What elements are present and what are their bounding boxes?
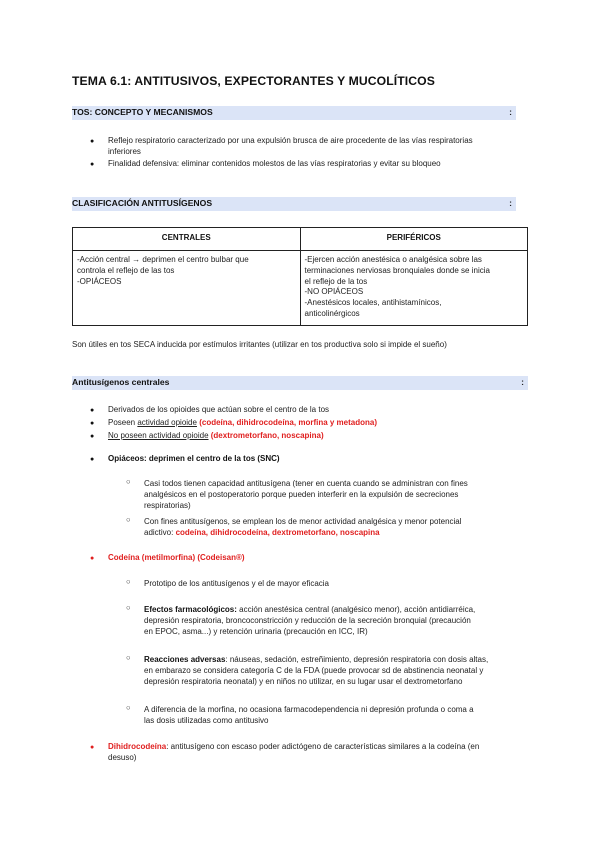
item-line (144, 604, 475, 615)
item-line: las dosis utilizadas como antitusivo (144, 716, 269, 725)
item-line: depresión respiratoria neonatal) y en niños no utilizar, en su lugar usar el dextrometorfano (144, 677, 463, 686)
list-item (144, 604, 475, 637)
cell-line: controla el reflejo de las tos (77, 265, 175, 275)
cell-line: terminaciones nerviosas bronquiales donde se inicia (304, 265, 490, 275)
item-line: respiratorias) (144, 501, 191, 510)
drug-name-red: Dihidrocodeína (108, 742, 167, 751)
circle-bullet-icon: ○ (126, 577, 131, 586)
list-item-continuation: inferiores (108, 147, 141, 156)
bullet-icon: ● (90, 138, 95, 145)
text-run: : náuseas, sedación, estreñimiento, depresión respiratoria con dosis altas, (225, 655, 489, 664)
list-item: Finalidad defensiva: eliminar contenidos molestos de las vías respiratorias y evitar su bloqueo (108, 159, 441, 168)
table-cell-perifericos (300, 251, 528, 326)
page-title: TEMA 6.1: ANTITUSIVOS, EXPECTORANTES Y MUCOLÍTICOS (72, 74, 435, 88)
drug-list-red: (dextrometorfano, noscapina) (210, 431, 324, 440)
text-run: acción anestésica central (analgésico menor), acción antidiarréica, (236, 605, 476, 614)
cell-line: -Anestésicos locales, antihistamínicos, (304, 298, 442, 308)
circle-bullet-icon: ○ (126, 603, 131, 612)
bullet-icon: ● (90, 456, 95, 463)
item-line: Con fines antitusígenos, se emplean los de menor actividad analgésica y menor potencial (144, 517, 462, 526)
table-note: Son útiles en tos SECA inducida por estímulos irritantes (utilizar en tos productiva solo si impide el sueño) (72, 340, 447, 349)
list-item (108, 430, 324, 441)
section-colon: : (521, 377, 524, 387)
cell-line: -NO OPIÁCEOS (304, 287, 364, 297)
item-label: Reacciones adversas (144, 655, 226, 664)
item-label: Efectos farmacológicos: (144, 605, 237, 614)
item-line: A diferencia de la morfina, no ocasiona farmacodependencia ni depresión profunda o coma a (144, 705, 474, 714)
item-line: desuso) (108, 753, 137, 762)
cell-line: -Acción central → deprimen el centro bulbar que (77, 255, 249, 264)
circle-bullet-icon: ○ (126, 703, 131, 712)
underlined-term: No poseen actividad opioide (108, 431, 209, 440)
circle-bullet-icon: ○ (126, 477, 131, 486)
section-colon: : (509, 198, 512, 208)
list-item (108, 417, 377, 428)
cell-line: el reflejo de la tos (304, 276, 368, 286)
item-line: depresión respiratoria, broncoconstricción y reducción de la secreción bronquial (precaución (144, 616, 471, 625)
text-run: : antitusígeno con escaso poder adictógeno de características similares a la codeína (en (166, 742, 480, 751)
item-line: analgésicos en el postoperatorio porque pueden interferir en la expulsión de secreciones (144, 490, 459, 499)
classification-table (72, 227, 528, 326)
bullet-icon: ● (90, 555, 95, 562)
text-run: adictivo: (144, 528, 176, 537)
item-line: Casi todos tienen capacidad antitusígena (tener en cuenta cuando se administran con fines (144, 479, 468, 488)
list-item (108, 741, 479, 763)
section-header-clasificacion (72, 197, 516, 211)
section-colon: : (509, 107, 512, 117)
list-item: Derivados de los opioides que actúan sobre el centro de la tos (108, 405, 330, 414)
table-row (73, 251, 528, 326)
table-header-row (73, 228, 528, 251)
section-header-centrales (72, 376, 528, 390)
list-item: Reflejo respiratorio caracterizado por una expulsión brusca de aire procedente de las vías respiratorias (108, 136, 473, 145)
section-title: Antitusígenos centrales (72, 377, 170, 387)
bullet-icon: ● (90, 744, 95, 751)
section-header-tos (72, 106, 516, 120)
cell-line: anticolinérgicos (304, 308, 360, 318)
list-item (144, 654, 488, 687)
bullet-icon: ● (90, 433, 95, 440)
drug-list-red: codeína, dihidrocodeína, dextrometorfano, noscapina (175, 528, 380, 537)
bullet-icon: ● (90, 407, 95, 414)
list-item (144, 516, 462, 538)
section-title: TOS: CONCEPTO Y MECANISMOS (72, 107, 213, 117)
item-line (144, 527, 462, 538)
item-line (108, 741, 479, 752)
subheading-codeina: Codeína (metilmorfina) (Codeisan®) (108, 553, 245, 562)
item-line (144, 654, 488, 665)
bullet-icon: ● (90, 161, 95, 168)
underlined-term: actividad opioide (137, 418, 197, 427)
item-line: en EPOC, asma...) y retención urinaria (precaución en ICC, IR) (144, 627, 368, 636)
table-header-centrales: CENTRALES (73, 228, 301, 251)
list-item (144, 704, 474, 726)
section-title: CLASIFICACIÓN ANTITUSÍGENOS (72, 198, 213, 208)
text-run: Poseen (108, 418, 138, 427)
list-item: Prototipo de los antitusígenos y el de mayor eficacia (144, 579, 329, 588)
table-header-perifericos: PERIFÉRICOS (300, 228, 528, 251)
drug-list-red: (codeína, dihidrocodeína, morfina y metadona) (199, 418, 378, 427)
table-cell-centrales (73, 251, 301, 326)
circle-bullet-icon: ○ (126, 515, 131, 524)
cell-line: -OPIÁCEOS (77, 276, 122, 286)
cell-line: -Ejercen acción anestésica o analgésica sobre las (304, 255, 482, 264)
circle-bullet-icon: ○ (126, 653, 131, 662)
list-item (144, 478, 468, 511)
bullet-icon: ● (90, 420, 95, 427)
subheading-opiaceos: Opiáceos: deprimen el centro de la tos (SNC) (108, 454, 280, 463)
item-line: en embarazo se considera categoría C de la FDA (puede provocar sd de abstinencia neonatal y (144, 666, 484, 675)
